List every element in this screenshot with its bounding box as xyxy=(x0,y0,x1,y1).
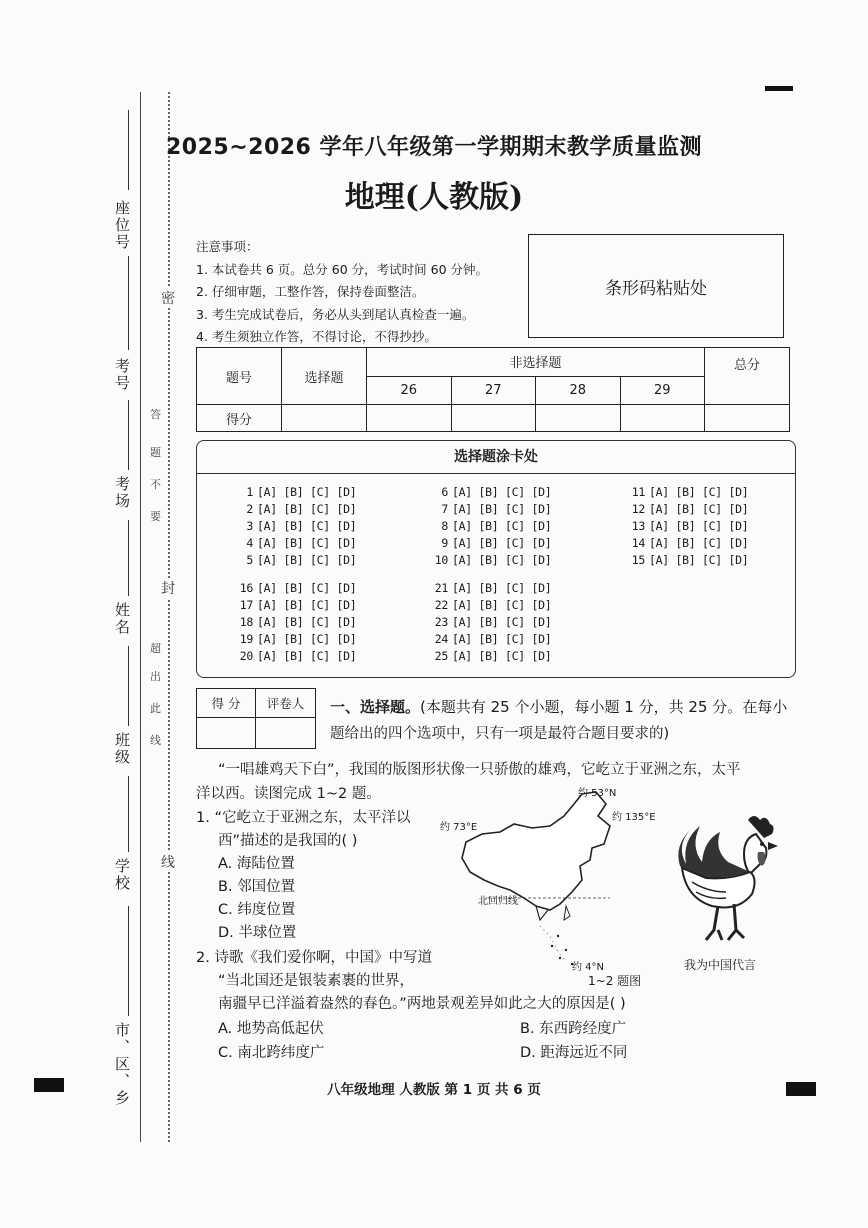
notice-heading: 注意事项： xyxy=(196,239,259,254)
section-1-desc: (本题共有 25 个小题，每小题 1 分，共 25 分。在每小 xyxy=(420,698,788,716)
nonchoice-header: 非选择题 xyxy=(367,348,705,377)
answer-number: 12 xyxy=(631,502,645,516)
q2-stem-line2: “当北国还是银装素裹的世界， xyxy=(218,973,415,989)
answer-number: 2 xyxy=(246,502,253,516)
warning-char: 出 xyxy=(150,670,161,683)
map-caption: 1~2 题图 xyxy=(588,974,642,988)
answer-number: 1 xyxy=(246,485,253,499)
class-line xyxy=(128,646,129,726)
answer-options[interactable]: [A] [B] [C] [D] xyxy=(257,632,357,646)
answer-options[interactable]: [A] [B] [C] [D] xyxy=(452,615,552,629)
answer-row-8[interactable] xyxy=(430,519,551,533)
question-28-header: 28 xyxy=(536,376,621,405)
notice-item: 3. 考生完成试卷后，务必从头到尾认真检查一遍。 xyxy=(196,306,475,322)
exam-room-label: 考场 xyxy=(113,476,131,510)
answer-number: 17 xyxy=(239,598,253,612)
answer-row-21[interactable] xyxy=(430,581,551,595)
score-cell[interactable] xyxy=(367,405,452,432)
answer-options[interactable]: [A] [B] [C] [D] xyxy=(452,536,552,550)
answer-row-17[interactable] xyxy=(235,598,356,612)
answer-options[interactable]: [A] [B] [C] [D] xyxy=(257,615,357,629)
seat-number-label: 座位号 xyxy=(113,200,131,251)
barcode-label: 条形码粘贴处 xyxy=(605,278,707,299)
answer-options[interactable]: [A] [B] [C] [D] xyxy=(257,649,357,663)
answer-row-4[interactable] xyxy=(235,536,356,550)
answer-options[interactable]: [A] [B] [C] [D] xyxy=(649,519,749,533)
answer-row-20[interactable] xyxy=(235,649,356,663)
seal-char-mi: 密 xyxy=(161,288,175,308)
grader-score-label: 得 分 xyxy=(197,689,256,718)
binding-solid-line xyxy=(140,92,141,1142)
answer-number: 24 xyxy=(434,632,448,646)
answer-options[interactable]: [A] [B] [C] [D] xyxy=(257,581,357,595)
notice-item: 2. 仔细审题，工整作答，保持卷面整洁。 xyxy=(196,284,425,299)
answer-number: 23 xyxy=(434,615,448,629)
answer-options[interactable]: [A] [B] [C] [D] xyxy=(257,519,357,533)
subject-title: 地理(人教版) xyxy=(344,180,524,215)
answer-options[interactable]: [A] [B] [C] [D] xyxy=(452,553,552,567)
q1-option-b[interactable]: B. 邻国位置 xyxy=(218,879,296,895)
answer-number: 25 xyxy=(434,649,448,663)
school-label: 学校 xyxy=(113,858,131,892)
warning-char: 超 xyxy=(150,642,161,655)
answer-row-18[interactable] xyxy=(235,615,356,629)
notice-section xyxy=(196,236,488,349)
answer-options[interactable]: [A] [B] [C] [D] xyxy=(257,502,357,516)
score-cell[interactable] xyxy=(536,405,621,432)
q2-option-a[interactable]: A. 地势高低起伏 xyxy=(218,1021,324,1037)
name-label: 姓名 xyxy=(113,602,131,636)
question-29-header: 29 xyxy=(620,376,705,405)
answer-row-7[interactable] xyxy=(430,502,551,516)
answer-row-16[interactable] xyxy=(235,581,356,595)
notice-item: 4. 考生须独立作答，不得讨论，不得抄抄。 xyxy=(196,329,437,344)
answer-number: 15 xyxy=(631,553,645,567)
section-1-title: 一、选择题。 xyxy=(330,698,421,716)
rooster-illustration xyxy=(652,812,788,952)
answer-options[interactable]: [A] [B] [C] [D] xyxy=(452,649,552,663)
warning-char: 答 xyxy=(150,408,161,421)
answer-number: 13 xyxy=(631,519,645,533)
answer-number: 9 xyxy=(441,536,448,550)
exam-number-label: 考号 xyxy=(113,358,131,392)
q2-option-c[interactable]: C. 南北跨纬度广 xyxy=(218,1045,325,1061)
section-1-desc-line2: 题给出的四个选项中，只有一项是最符合题目要求的) xyxy=(330,726,670,742)
answer-options[interactable]: [A] [B] [C] [D] xyxy=(649,485,749,499)
answer-card-title: 选择题涂卡处 xyxy=(197,441,795,474)
q2-stem-line1: 2. 诗歌《我们爱你啊，中国》中写道 xyxy=(196,950,432,966)
label-53n: 约 53°N xyxy=(578,788,617,799)
answer-number: 16 xyxy=(239,581,253,595)
answer-row-1[interactable] xyxy=(235,485,356,499)
section-heading xyxy=(330,696,787,717)
class-label: 班级 xyxy=(113,732,131,766)
q2-option-b[interactable]: B. 东西跨经度广 xyxy=(520,1021,627,1037)
question-number-header: 题号 xyxy=(197,348,282,405)
warning-char: 题 xyxy=(150,446,161,459)
grader-name-label: 评卷人 xyxy=(256,689,316,718)
barcode-area xyxy=(528,234,784,338)
answer-options[interactable]: [A] [B] [C] [D] xyxy=(257,598,357,612)
answer-row-5[interactable] xyxy=(235,553,356,567)
answer-row-19[interactable] xyxy=(235,632,356,646)
total-header: 总分 xyxy=(705,348,790,405)
seal-char-xian: 线 xyxy=(161,852,175,872)
question-27-header: 27 xyxy=(451,376,536,405)
answer-number: 10 xyxy=(434,553,448,567)
answer-number: 22 xyxy=(434,598,448,612)
answer-number: 14 xyxy=(631,536,645,550)
answer-options[interactable]: [A] [B] [C] [D] xyxy=(649,502,749,516)
label-tropic: 北回归线 xyxy=(478,896,518,907)
answer-row-14[interactable] xyxy=(627,536,748,550)
answer-number: 3 xyxy=(246,519,253,533)
answer-options[interactable]: [A] [B] [C] [D] xyxy=(452,632,552,646)
label-135e: 约 135°E xyxy=(612,812,656,823)
score-row-label: 得分 xyxy=(197,405,282,432)
grader-score-cell[interactable] xyxy=(197,718,256,749)
answer-options[interactable]: [A] [B] [C] [D] xyxy=(452,485,552,499)
warning-char: 线 xyxy=(150,734,161,747)
q1-option-c[interactable]: C. 纬度位置 xyxy=(218,902,296,918)
answer-row-6[interactable] xyxy=(430,485,551,499)
answer-number: 5 xyxy=(246,553,253,567)
question-26-header: 26 xyxy=(367,376,452,405)
answer-options[interactable]: [A] [B] [C] [D] xyxy=(649,536,749,550)
exam-title: 2025~2026 学年八年级第一学期期末教学质量监测 xyxy=(165,135,703,160)
exam-room-line xyxy=(128,400,129,470)
answer-number: 8 xyxy=(441,519,448,533)
answer-options[interactable]: [A] [B] [C] [D] xyxy=(257,553,357,567)
answer-number: 11 xyxy=(631,485,645,499)
answer-row-11[interactable] xyxy=(627,485,748,499)
page-footer: 八年级地理 人教版 第 1 页 共 6 页 xyxy=(327,1082,541,1098)
china-map-outline xyxy=(440,786,640,976)
score-table xyxy=(196,347,790,432)
grader-table xyxy=(196,688,316,749)
score-cell[interactable] xyxy=(705,405,790,432)
answer-number: 6 xyxy=(441,485,448,499)
answer-number: 20 xyxy=(239,649,253,663)
answer-options[interactable]: [A] [B] [C] [D] xyxy=(452,581,552,595)
q1-option-a[interactable]: A. 海陆位置 xyxy=(218,856,295,872)
answer-row-23[interactable] xyxy=(430,615,551,629)
binding-dotted-line xyxy=(168,92,170,1142)
name-line xyxy=(128,520,129,596)
answer-number: 21 xyxy=(434,581,448,595)
choice-header: 选择题 xyxy=(282,348,367,405)
warning-char: 此 xyxy=(150,702,161,715)
exam-number-line xyxy=(128,256,129,350)
score-cell[interactable] xyxy=(282,405,367,432)
q1-stem-line2: 西”描述的是我国的( ) xyxy=(218,833,358,849)
q1-stem-line1: 1. “它屹立于亚洲之东，太平洋以 xyxy=(196,810,411,826)
answer-options[interactable]: [A] [B] [C] [D] xyxy=(452,502,552,516)
answer-row-10[interactable] xyxy=(430,553,551,567)
answer-number: 4 xyxy=(246,536,253,550)
answer-row-15[interactable] xyxy=(627,553,748,567)
answer-row-3[interactable] xyxy=(235,519,356,533)
q1-option-d[interactable]: D. 半球位置 xyxy=(218,925,297,941)
notice-item: 1. 本试卷共 6 页。总分 60 分，考试时间 60 分钟。 xyxy=(196,261,489,277)
district-label: 市、区、乡 xyxy=(113,1022,131,1107)
answer-row-22[interactable] xyxy=(430,598,551,612)
answer-row-13[interactable] xyxy=(627,519,748,533)
score-cell[interactable] xyxy=(620,405,705,432)
answer-options[interactable]: [A] [B] [C] [D] xyxy=(452,519,552,533)
q2-stem-line3: 南疆早已洋溢着盎然的春色。”两地景观差异如此之大的原因是( ) xyxy=(218,996,626,1012)
answer-row-24[interactable] xyxy=(430,632,551,646)
answer-options[interactable]: [A] [B] [C] [D] xyxy=(257,536,357,550)
rooster-caption: 我为中国代言 xyxy=(684,958,757,972)
grader-name-cell[interactable] xyxy=(256,718,316,749)
answer-row-9[interactable] xyxy=(430,536,551,550)
district-line xyxy=(128,906,129,1016)
label-73e: 约 73°E xyxy=(440,822,478,833)
label-4n: 约 4°N xyxy=(572,962,605,973)
warning-char: 要 xyxy=(150,510,161,523)
intro-line-1: “一唱雄鸡天下白”，我国的版图形状像一只骄傲的雄鸡，它屹立于亚洲之东，太平 xyxy=(218,762,741,778)
q2-option-d[interactable]: D. 距海远近不同 xyxy=(520,1045,628,1061)
seal-char-feng: 封 xyxy=(161,578,175,598)
school-line xyxy=(128,776,129,852)
answer-options[interactable]: [A] [B] [C] [D] xyxy=(257,485,357,499)
warning-char: 不 xyxy=(150,478,161,491)
answer-options[interactable]: [A] [B] [C] [D] xyxy=(452,598,552,612)
answer-row-2[interactable] xyxy=(235,502,356,516)
answer-number: 19 xyxy=(239,632,253,646)
answer-row-25[interactable] xyxy=(430,649,551,663)
answer-row-12[interactable] xyxy=(627,502,748,516)
answer-card xyxy=(196,440,796,678)
answer-number: 7 xyxy=(441,502,448,516)
intro-line-2: 洋以西。读图完成 1~2 题。 xyxy=(196,786,381,802)
answer-number: 18 xyxy=(239,615,253,629)
answer-options[interactable]: [A] [B] [C] [D] xyxy=(649,553,749,567)
registration-mark-top-right xyxy=(765,86,793,91)
score-cell[interactable] xyxy=(451,405,536,432)
